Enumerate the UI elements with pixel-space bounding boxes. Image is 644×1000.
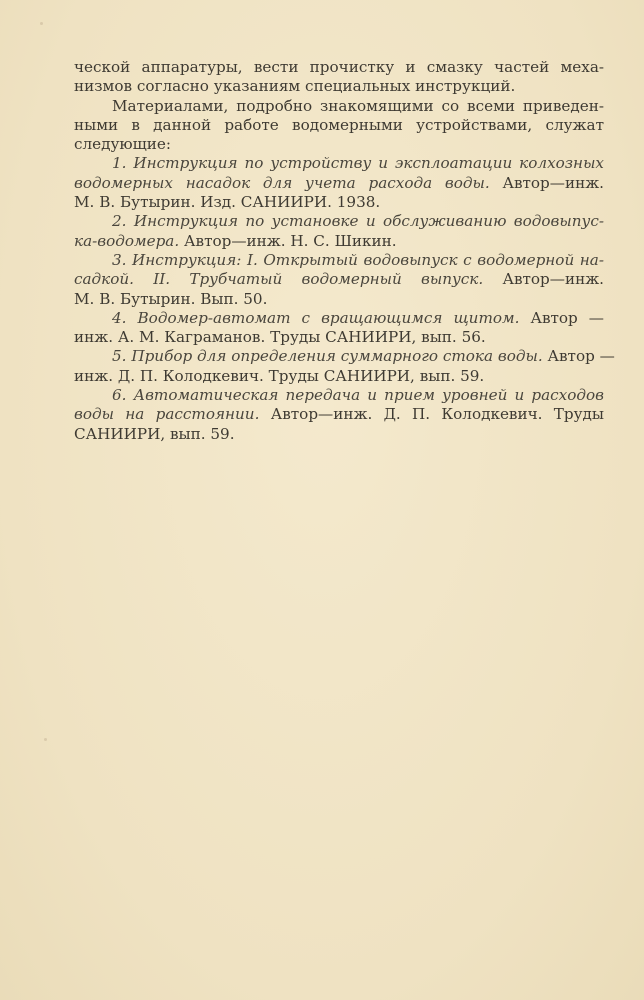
reference-details-part: Автор—инж. Д. П. Колодкевич. Труды xyxy=(259,405,604,424)
reference-item xyxy=(74,309,604,348)
reference-item xyxy=(74,386,604,444)
reference-details-part: инж. Д. П. Колодкевич. Труды САНИИРИ, вып. 59. xyxy=(74,366,485,385)
reference-line xyxy=(74,425,604,444)
reference-title-part: 6. Автоматическая передача и прием уровней и расходов xyxy=(112,386,604,405)
reference-title-part: 2. Инструкция по установке и обслуживанию водовыпус- xyxy=(112,212,604,231)
reference-details-part: Автор—инж. xyxy=(483,270,604,289)
materials-line-1: Материалами, подробно знакомящими со всеми приведен- xyxy=(112,96,604,115)
reference-details-part: инж. А. М. Каграманов. Труды САНИИРИ, вып. 56. xyxy=(74,328,486,347)
reference-line xyxy=(74,174,604,193)
reference-title-part: воды на расстоянии. xyxy=(74,405,260,424)
reference-line xyxy=(74,232,604,251)
intro-line-1: ческой аппаратуры, вести прочистку и смазку частей меха- xyxy=(74,58,604,76)
materials-line-3: следующие: xyxy=(74,135,171,154)
reference-item xyxy=(74,212,604,251)
reference-details-part: М. В. Бутырин. Вып. 50. xyxy=(74,289,268,308)
reference-item xyxy=(74,347,615,386)
reference-line xyxy=(74,405,604,424)
reference-line xyxy=(74,270,604,289)
reference-title-part: водомерных насадок для учета расхода воды. xyxy=(74,173,490,192)
reference-line xyxy=(74,347,615,366)
reference-line xyxy=(74,367,604,386)
reference-title-part: 5. Прибор для определения суммарного стока воды. xyxy=(112,347,543,366)
paper-spot xyxy=(44,738,47,741)
materials-line-2: ными в данной работе водомерными устройствами, служат xyxy=(74,115,604,134)
reference-title-part: ка-водомера. xyxy=(74,231,180,250)
reference-details-part: Автор—инж. xyxy=(489,173,604,192)
reference-title-part: 3. Инструкция: I. Открытый водовыпуск с водомерной на- xyxy=(112,250,604,269)
reference-title-part: 4. Водомер-автомат с вращающимся щитом. xyxy=(112,308,520,327)
reference-title-part: садкой. II. Трубчатый водомерный выпуск. xyxy=(74,270,484,289)
reference-details-part: Автор — xyxy=(542,347,615,366)
paper-spot xyxy=(40,22,43,25)
reference-title-part: 1. Инструкция по устройству и эксплоатации колхозных xyxy=(112,154,604,173)
reference-details-part: САНИИРИ, вып. 59. xyxy=(74,424,235,443)
reference-line xyxy=(74,212,604,231)
reference-details-part: М. В. Бутырин. Изд. САНИИРИ. 1938. xyxy=(74,193,381,212)
reference-line xyxy=(74,290,604,309)
reference-line xyxy=(74,328,604,347)
reference-line xyxy=(74,154,604,173)
page-text xyxy=(74,58,615,444)
reference-line xyxy=(74,309,604,328)
intro-line-2: низмов согласно указаниям специальных инструкций. xyxy=(74,77,516,96)
reference-details-part: Автор — xyxy=(519,308,604,327)
reference-item xyxy=(74,251,604,309)
reference-details-part: Автор—инж. Н. С. Шикин. xyxy=(179,231,397,250)
reference-line xyxy=(74,386,604,405)
reference-line xyxy=(74,251,604,270)
reference-line xyxy=(74,193,604,212)
reference-item xyxy=(74,154,604,212)
